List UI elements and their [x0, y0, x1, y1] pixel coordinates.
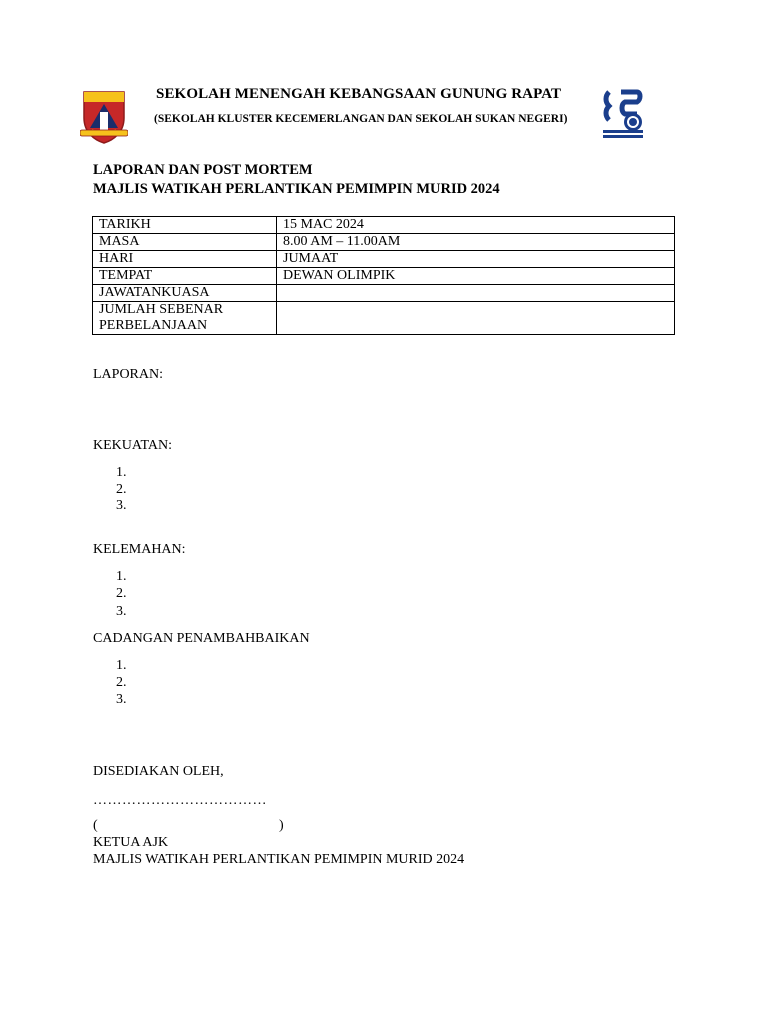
signature-line: ……………………………… — [93, 793, 267, 808]
list-item: 3. — [116, 692, 127, 707]
table-row — [93, 217, 675, 234]
list-item: 1. — [116, 658, 127, 673]
table-cell-value: JUMAAT — [277, 251, 675, 268]
table-row — [93, 302, 675, 335]
name-paren-open: ( — [93, 818, 98, 833]
kluster-25-emblem-icon — [601, 88, 645, 140]
list-item: 2. — [116, 675, 127, 690]
list-item: 1. — [116, 569, 127, 584]
report-title-line1: LAPORAN DAN POST MORTEM — [93, 162, 313, 178]
list-item: 1. — [116, 465, 127, 480]
table-cell-key: JAWATANKUASA — [93, 285, 277, 302]
section-cadangan: CADANGAN PENAMBAHBAIKAN — [93, 631, 310, 646]
name-paren-close: ) — [279, 818, 284, 833]
list-item: 3. — [116, 498, 127, 513]
section-kelemahan: KELEMAHAN: — [93, 542, 186, 557]
table-cell-key: TEMPAT — [93, 268, 277, 285]
table-cell-key: TARIKH — [93, 217, 277, 234]
table-cell-key: MASA — [93, 234, 277, 251]
table-cell-value: 15 MAC 2024 — [277, 217, 675, 234]
section-laporan: LAPORAN: — [93, 367, 164, 382]
school-name: SEKOLAH MENENGAH KEBANGSAAN GUNUNG RAPAT — [156, 86, 562, 102]
section-kekuatan: KEKUATAN: — [93, 438, 172, 453]
table-cell-value — [277, 302, 675, 335]
signatory-role: KETUA AJK — [93, 835, 169, 850]
table-cell-key: HARI — [93, 251, 277, 268]
list-item: 2. — [116, 586, 127, 601]
table-row — [93, 234, 675, 251]
school-crest-icon — [80, 88, 128, 144]
report-title-line2: MAJLIS WATIKAH PERLANTIKAN PEMIMPIN MURID 2024 — [93, 181, 500, 197]
table-cell-value — [277, 285, 675, 302]
school-subtitle: (SEKOLAH KLUSTER KECEMERLANGAN DAN SEKOLAH SUKAN NEGERI) — [154, 113, 568, 125]
table-row — [93, 251, 675, 268]
event-info-table — [92, 216, 675, 335]
table-cell-value: 8.00 AM – 11.00AM — [277, 234, 675, 251]
prepared-by-label: DISEDIAKAN OLEH, — [93, 764, 224, 779]
table-row — [93, 285, 675, 302]
table-row — [93, 268, 675, 285]
signatory-event: MAJLIS WATIKAH PERLANTIKAN PEMIMPIN MURID 2024 — [93, 852, 465, 867]
list-item: 2. — [116, 482, 127, 497]
list-item: 3. — [116, 604, 127, 619]
table-cell-key: JUMLAH SEBENAR PERBELANJAAN — [93, 302, 277, 335]
table-cell-value: DEWAN OLIMPIK — [277, 268, 675, 285]
